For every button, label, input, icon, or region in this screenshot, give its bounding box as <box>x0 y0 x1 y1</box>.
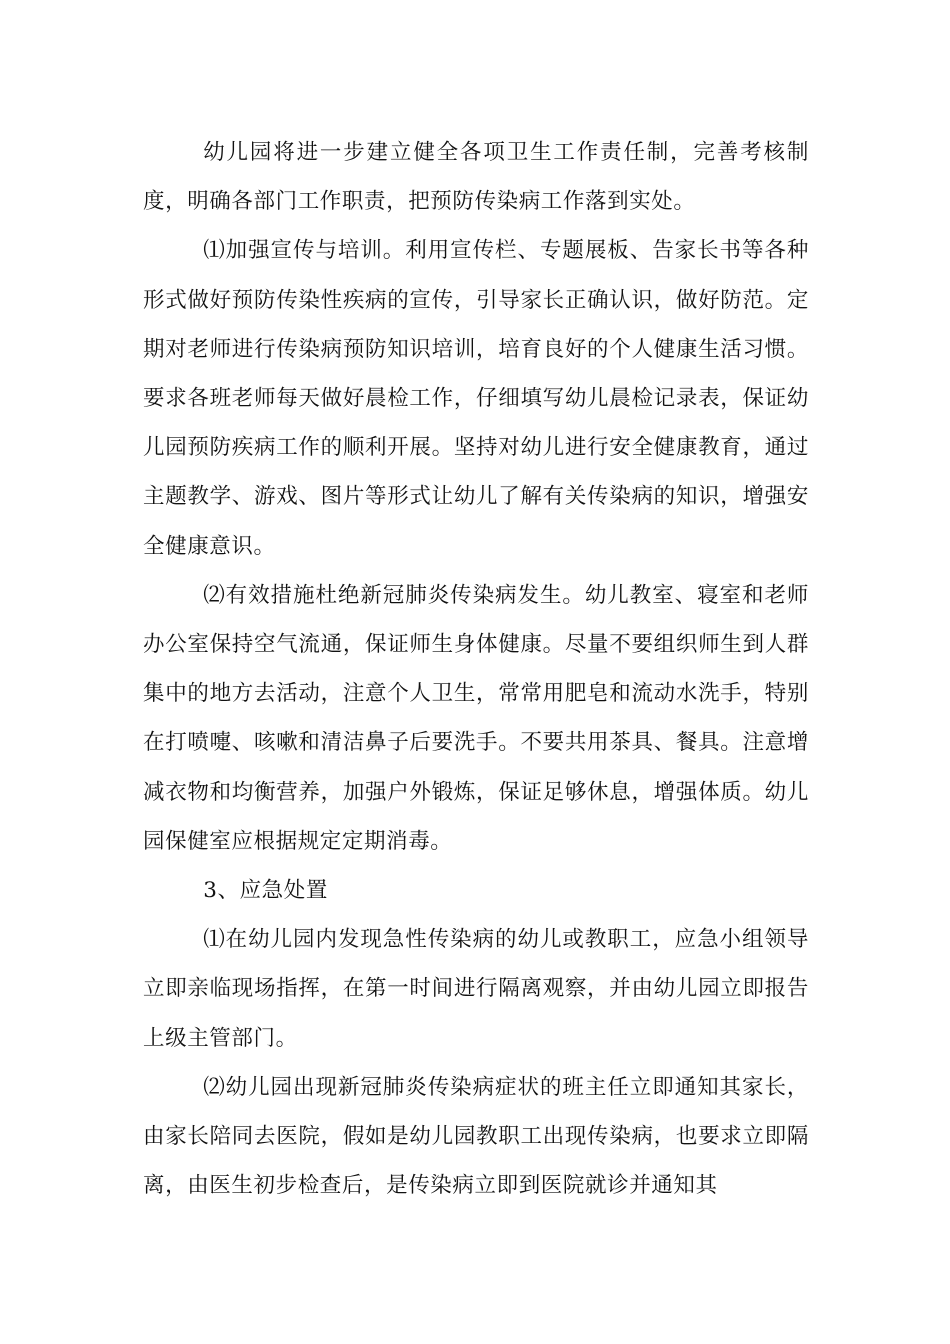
paragraph-publicity-training: ⑴加强宣传与培训。利用宣传栏、专题展板、告家长书等各种形式做好预防传染性疾病的宣传，引导家长正确认识，做好防范。定期对老师进行传染病预防知识培训，培育良好的个人健康生活习惯。要求各班老师每天做好晨检工作，仔细填写幼儿晨检记录表，保证幼儿园预防疾病工作的顺利开展。坚持对幼儿进行安全健康教育，通过主题教学、游戏、图片等形式让幼儿了解有关传染病的知识，增强安全健康意识。 <box>143 238 809 559</box>
document-body <box>143 128 809 1210</box>
paragraph-responsibility: 幼儿园将进一步建立健全各项卫生工作责任制，完善考核制度，明确各部门工作职责，把预防传染病工作落到实处。 <box>143 140 809 215</box>
paragraph-isolation: ⑵幼儿园出现新冠肺炎传染病症状的班主任立即通知其家长，由家长陪同去医院，假如是幼儿园教职工出现传染病，也要求立即隔离，由医生初步检查后，是传染病立即到医院就诊并通知其 <box>143 1074 809 1199</box>
section-heading-emergency: 3、应急处置 <box>203 878 328 904</box>
paragraph-prevention-measures: ⑵有效措施杜绝新冠肺炎传染病发生。幼儿教室、寝室和老师办公室保持空气流通，保证师生身体健康。尽量不要组织师生到人群集中的地方去活动，注意个人卫生，常常用肥皂和流动水洗手，特别在打喷嚏、咳嗽和清洁鼻子后要洗手。不要共用茶具、餐具。注意增减衣物和均衡营养，加强户外锻炼，保证足够休息，增强体质。幼儿园保健室应根据规定定期消毒。 <box>143 582 809 854</box>
paragraph-emergency-report: ⑴在幼儿园内发现急性传染病的幼儿或教职工，应急小组领导立即亲临现场指挥，在第一时间进行隔离观察，并由幼儿园立即报告上级主管部门。 <box>143 927 809 1051</box>
